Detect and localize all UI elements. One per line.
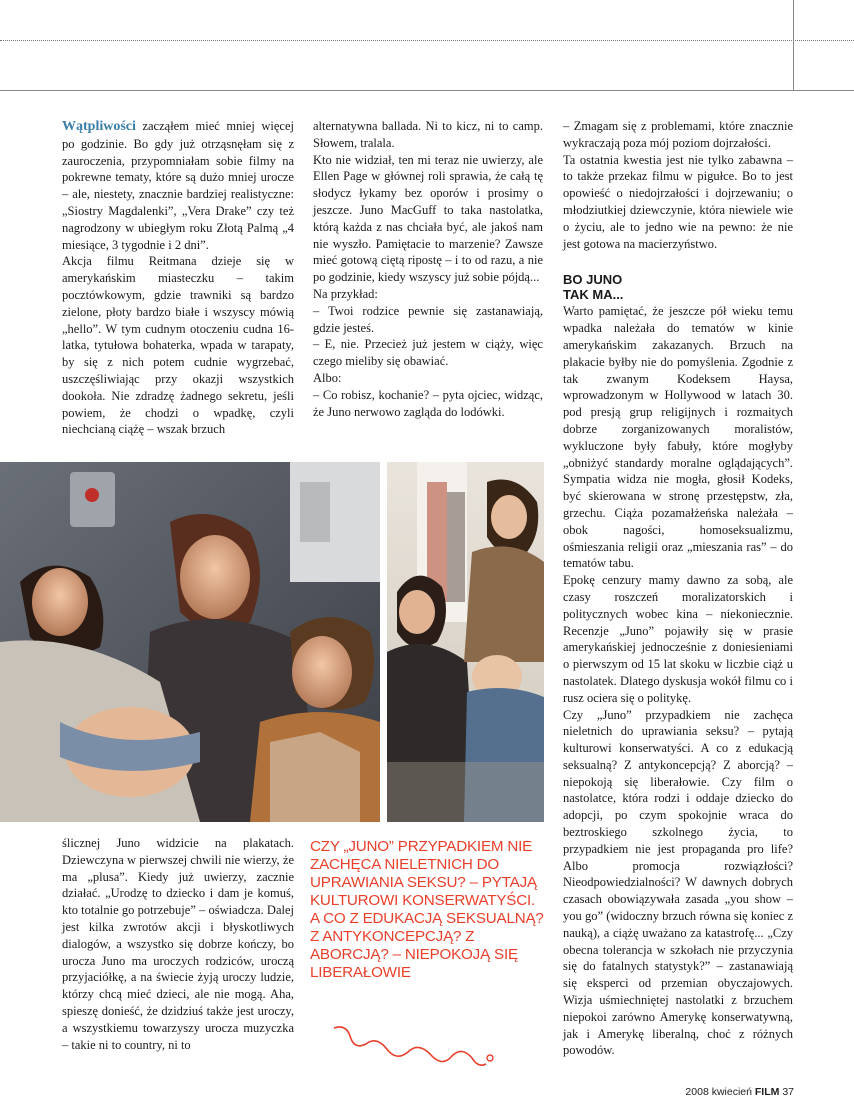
subhead-line: BO JUNO bbox=[563, 272, 623, 288]
page-footer bbox=[685, 1086, 794, 1098]
paragraph: Epokę cenzury mamy dawno za sobą, ale czasy roszczeń moralizatorskich i politycznych wobec kina – niekoniecznie. Recenzje „Juno” pojawiły się w prasie amerykańskiej jednocześnie z doniesieniami o pierwszym od 15 lat skoku w liczbie ciąż u nastolatek. Dlatego dyskusja wokół filmu co i rusz ociera się o politykę. bbox=[563, 573, 793, 705]
dotted-top-rule bbox=[0, 40, 854, 41]
page-number: 37 bbox=[782, 1086, 794, 1098]
article-column-1-continued bbox=[62, 835, 294, 1053]
issue-date: 2008 kwiecień bbox=[685, 1086, 752, 1098]
subhead-line: TAK MA... bbox=[563, 287, 624, 303]
film-still-nurse bbox=[387, 462, 544, 822]
film-still-ultrasound bbox=[0, 462, 380, 822]
paragraph: Akcja filmu Reitmana dzieje się w amerykańskim miasteczku – takim pocztówkowym, gdzie trawniki są bardzo zielone, płoty bardzo białe i wszyscy mówią „hello”. W tym cudnym otoczeniu cudna 16-latka, tytułowa bohaterka, wpada w tarapaty, by się z nich potem cudnie wygrzebać, uszczęśliwiając przy okazji wszystkich dookoła. Nie zdradzę żadnego sekretu, jeśli powiem, że chodzi o wpadkę, czyli niechcianą ciążę – wszak brzuch bbox=[62, 254, 294, 437]
paragraph: Czy „Juno” przypadkiem nie zachęca nieletnich do uprawiania seksu? – pytają kulturowi konserwatyści. A co z edukacją seksualną? Z antykoncepcją? Z aborcją? – niepokoją się liberałowie. Czy film o nastolatce, która rodzi i oddaje dziecko do adopcji, po czym spokojnie wraca do beztroskiego szkolnego życia, to przypadkiem nie jest propaganda pro life? Albo promocja rozwiązłości? Nieodpowiedzialności? W dawnych dobrych czasach obowiązywała zasada „you show – you go” (widoczny brzuch równa się koniec z nauką), a ciążę uważano za katastrofę... „Czy obecna tolerancja w szkołach nie przyczynia się do fatalnych statystyk?” – zastanawiają się eksperci od przemian obyczajowych. Wizja uśmiechniętej nastolatki z brzuchem niepokoi zarówno Amerykę konserwatywną, jak i Amerykę liberalną, choć z różnych powodów. bbox=[563, 707, 793, 1058]
paragraph: Warto pamiętać, że jeszcze pół wieku temu wpadka należała do tematów w kinie amerykańskim zakazanych. Brzuch na plakacie byłby nie do pomyślenia. Zgodnie z tak zwanym Kodeksem Haysa, wprowadzonym w Hollywood w latach 30. pod presją grup religijnych i rozmaitych dobrze zorganizowanych moralistów, wykluczone były fabuły, które mogłyby „obniżyć standardy moralne oglądających”. Sympatia widza nie mogła, głosił Kodeks, być skierowana w stronę przestępstw, zła, grzechu. Ciąża pozamałżeńska należała – obok nagości, homoseksualizmu, ośmieszania religii oraz „mieszania ras” – do tematów tabu. bbox=[563, 304, 793, 571]
paragraph: – Zmagam się z problemami, które znacznie wykraczają poza mój poziom dojrzałości. bbox=[563, 119, 793, 150]
magazine-name: FILM bbox=[754, 1086, 780, 1098]
header-rule bbox=[0, 90, 854, 91]
header-vertical-rule bbox=[793, 0, 794, 90]
lead-word: Wątpliwości bbox=[62, 119, 136, 134]
article-column-1 bbox=[62, 118, 294, 438]
pull-quote: CZY „JUNO” PRZYPADKIEM NIE ZACHĘCA NIELETNICH DO UPRAWIANIA SEKSU? – PYTAJĄ KULTUROWI KONSERWATYŚCI. A CO Z EDUKACJĄ SEKSUALNĄ? Z ANTYKONCEPCJĄ? Z ABORCJĄ? – NIEPOKOJĄ SIĘ LIBERAŁOWIE bbox=[310, 838, 544, 981]
dialogue-line: – Twoi rodzice pewnie się zastanawiają, gdzie jesteś. bbox=[313, 303, 543, 335]
paragraph: alternatywna ballada. Ni to kicz, ni to camp. Słowem, tralala. bbox=[313, 119, 543, 150]
section-subhead bbox=[563, 272, 793, 302]
paragraph: Na przykład: bbox=[313, 286, 378, 301]
paragraph: ślicznej Juno widzicie na plakatach. Dziewczyna w pierwszej chwili nie wierzy, że ma „plusa”. Kiedy już uwierzy, zacznie działać. „Urodzę to dziecko i dam je komuś, kto totalnie go potrzebuje” – oświadcza. Dalej jest kilka zwrotów akcji i błyskotliwych dialogów, a wszystko się dobrze kończy, bo urocza Juno ma uroczych rodziców, uroczą przyjaciółkę, a na świecie żyją uroczy ludzie, którzy chcą mieć dzieci, ale nie mogą. Aha, spieszę donieść, że dzidziuś także jest uroczy, a wszystkiemu towarzyszy urocza muzyczka – takie ni to country, ni to bbox=[62, 836, 294, 1052]
film-still-ultrasound-image bbox=[0, 462, 380, 822]
paragraph: Kto nie widział, ten mi teraz nie uwierzy, ale Ellen Page w głównej roli sprawia, że całą tę słodycz łykamy bez oporów i prosimy o jeszcze. Juno MacGuff to taka nastolatka, którą każda z nas chciała być, ale jakoś nam nie wyszło. Pamiętacie to marzenie? Zawsze mieć gotową ciętą ripostę – i to od razu, a nie po godzinie, kiedy wszyscy już sobie pójdą... bbox=[313, 152, 543, 285]
article-column-3 bbox=[563, 118, 793, 1059]
paragraph: Albo: bbox=[313, 370, 342, 385]
dialogue-line: – Co robisz, kochanie? – pyta ojciec, widząc, że Juno nerwowo zagląda do lodówki. bbox=[313, 387, 543, 419]
paragraph: Ta ostatnia kwestia jest nie tylko zabawna – to także przekaz filmu w pigułce. Bo to jest opowieść o niedojrzałości i dojrzewaniu; o młodziutkiej dziewczynie, która niewiele wie o życiu, ale to jedno wie na pewno: że nie jest gotowa na macierzyństwo. bbox=[563, 152, 793, 251]
film-still-nurse-image bbox=[387, 462, 544, 822]
article-column-2 bbox=[313, 118, 543, 420]
decorative-squiggle-icon bbox=[330, 1020, 500, 1070]
paragraph bbox=[62, 118, 294, 253]
paragraph-text: zacząłem mieć mniej więcej po godzinie. Bo gdy już otrząsnęłam się z zauroczenia, przypomniałam sobie filmy na pokrewne tematy, które są dużo mniej urocze – ale, niestety, znacznie bardziej realistyczne: „Siostry Magdalenki”, „Vera Drake” czy też nagrodzony w ubiegłym roku Złotą Palmą „4 miesiące, 3 tygodnie i 2 dni”. bbox=[62, 119, 294, 252]
dialogue-line: – E, nie. Przecież już jestem w ciąży, więc czego mieliby się obawiać. bbox=[313, 337, 543, 369]
